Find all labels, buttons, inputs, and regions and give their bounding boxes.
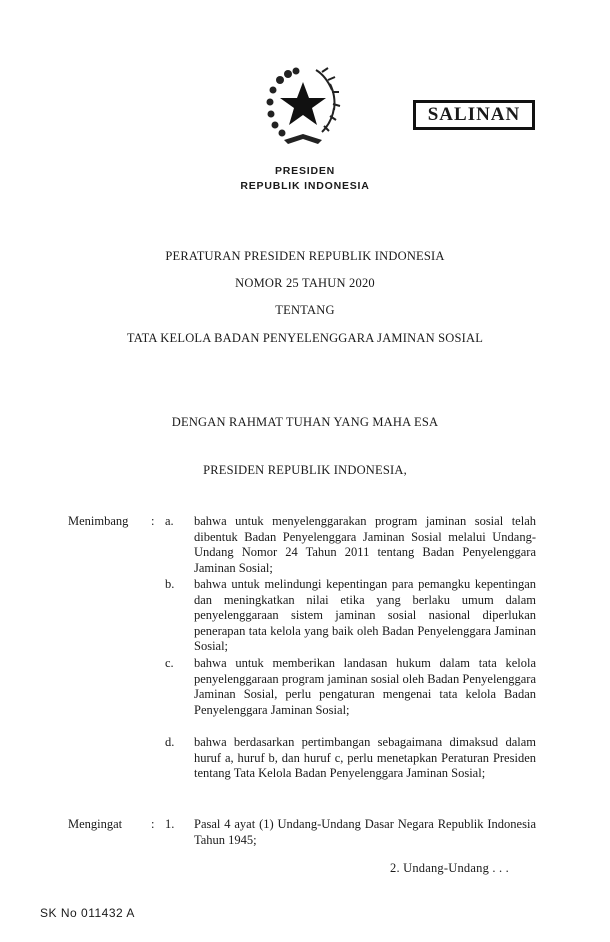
page-continuation: 2. Undang-Undang . . . — [390, 861, 509, 875]
menimbang-item-text: bahwa untuk menyelenggarakan program jaminan sosial telah dibentuk Badan Penyelenggara Jaminan Sosial melalui Undang-Undang Nomor 24 Tahun 2011 tentang Badan Penyelenggara Jaminan Sosial; — [194, 514, 536, 575]
regulation-subject: TATA KELOLA BADAN PENYELENGGARA JAMINAN SOSIAL — [126, 331, 484, 345]
institution-line1: PRESIDEN — [274, 165, 336, 177]
regulation-title: PERATURAN PRESIDEN REPUBLIK INDONESIA — [165, 249, 445, 263]
mengingat-colon: : — [151, 817, 155, 831]
institution-line2: REPUBLIK INDONESIA — [240, 180, 370, 192]
state-emblem-icon — [258, 58, 348, 158]
menimbang-item-label: a. — [165, 514, 174, 528]
preamble-president: PRESIDEN REPUBLIK INDONESIA, — [203, 463, 407, 477]
menimbang-item-text: bahwa untuk melindungi kepentingan para pemangku kepentingan dan meningkatkan nilai etika yang berlaku umum dalam penyelenggaraan sistem jaminan sosial nasional diperlukan penerapan tata kelola yang baik oleh Badan Penyelenggara Jaminan Sosial; — [194, 577, 536, 653]
mengingat-label: Mengingat — [68, 817, 123, 831]
regulation-tentang: TENTANG — [275, 303, 335, 317]
mengingat-item-label: 1. — [165, 817, 175, 831]
salinan-stamp: SALINAN — [413, 100, 535, 130]
preamble-blessing: DENGAN RAHMAT TUHAN YANG MAHA ESA — [171, 415, 439, 429]
menimbang-item-label: c. — [165, 656, 174, 670]
menimbang-item-text: bahwa untuk memberikan landasan hukum dalam tata kelola penyelenggaraan program jaminan sosial oleh Badan Penyelenggara Jaminan Sosial, perlu pengaturan mengenai tata kelola Badan Penyelenggara Jaminan Sosial; — [194, 656, 536, 717]
menimbang-item-text: bahwa berdasarkan pertimbangan sebagaimana dimaksud dalam huruf a, huruf b, dan huruf c, perlu menetapkan Peraturan Presiden tentang Tata Kelola Badan Penyelenggara Jaminan Sosial; — [194, 735, 536, 780]
menimbang-item-label: b. — [165, 577, 175, 591]
menimbang-colon: : — [151, 514, 155, 528]
document-code: SK No 011432 A — [40, 906, 135, 920]
mengingat-item-text: Pasal 4 ayat (1) Undang-Undang Dasar Negara Republik Indonesia Tahun 1945; — [194, 817, 536, 847]
regulation-number: NOMOR 25 TAHUN 2020 — [235, 276, 375, 290]
menimbang-item-label: d. — [165, 735, 175, 749]
menimbang-label: Menimbang — [68, 514, 129, 528]
